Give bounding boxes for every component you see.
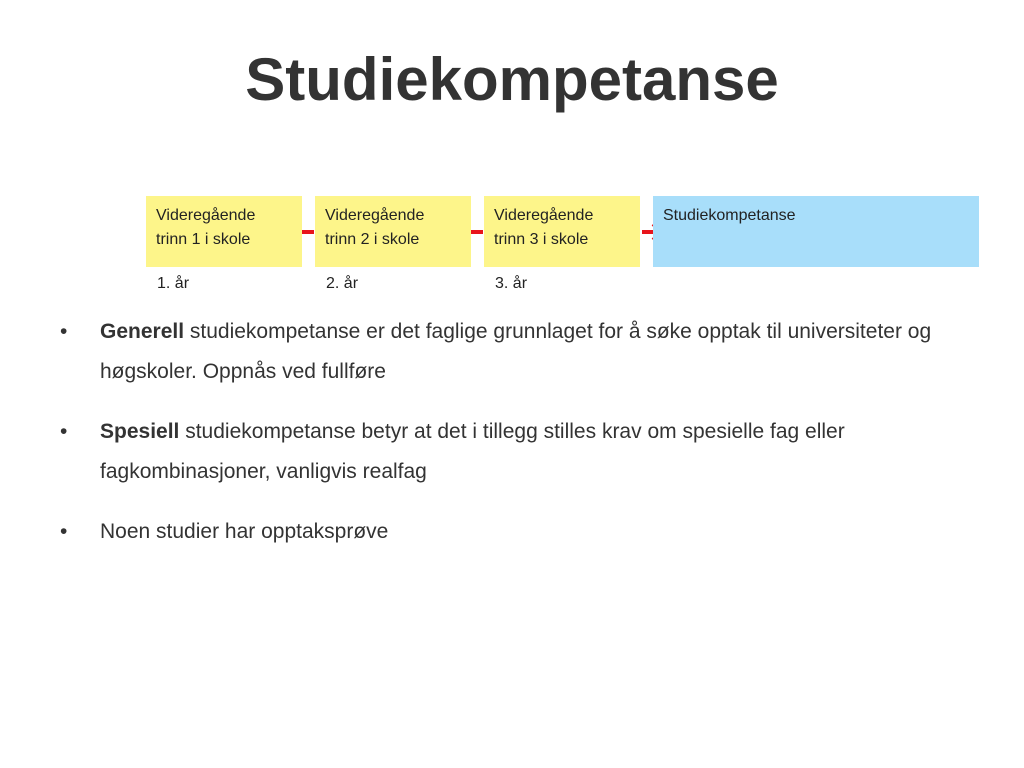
step-box-2-line-2: trinn 2 i skole [325,231,420,248]
bullet-text: studiekompetanse er det faglige grunnlaget for å søke opptak til universiteter og høgskoler. Oppnås ved fullføre [100,320,932,383]
step-box-3-line-1: Videregående [494,207,594,224]
connector-dash-2 [471,230,483,234]
education-flow-diagram [0,0,1024,300]
step-box-3 [484,196,640,267]
bullet-item-generell [60,312,980,392]
bullet-item-spesiell [60,412,980,492]
bullet-dot: • [60,320,68,343]
bullet-dot: • [60,420,68,443]
year-label-3: 3. år [495,275,528,292]
step-box-2 [315,196,471,267]
step-box-3-line-2: trinn 3 i skole [494,231,589,248]
connector-dash-1 [302,230,314,234]
step-box-2-line-1: Videregående [325,207,425,224]
result-box [653,196,979,267]
step-box-1-line-1: Videregående [156,207,256,224]
slide-title: Studiekompetanse [245,46,779,113]
bullet-text: Noen studier har opptaksprøve [100,520,389,543]
result-box-label: Studiekompetanse [663,207,796,224]
bullet-dot: • [60,520,68,543]
step-box-1 [146,196,302,267]
bullet-list [60,312,980,572]
bullet-bold-term: Generell [100,320,185,343]
bullet-text: studiekompetanse betyr at det i tillegg stilles krav om spesielle fag eller fagkombinasjoner, vanligvis realfag [100,420,845,483]
bullet-item-opptaksprove [60,512,980,552]
bullet-bold-term: Spesiell [100,420,180,443]
step-box-1-line-2: trinn 1 i skole [156,231,251,248]
year-label-1: 1. år [157,275,190,292]
year-label-2: 2. år [326,275,359,292]
